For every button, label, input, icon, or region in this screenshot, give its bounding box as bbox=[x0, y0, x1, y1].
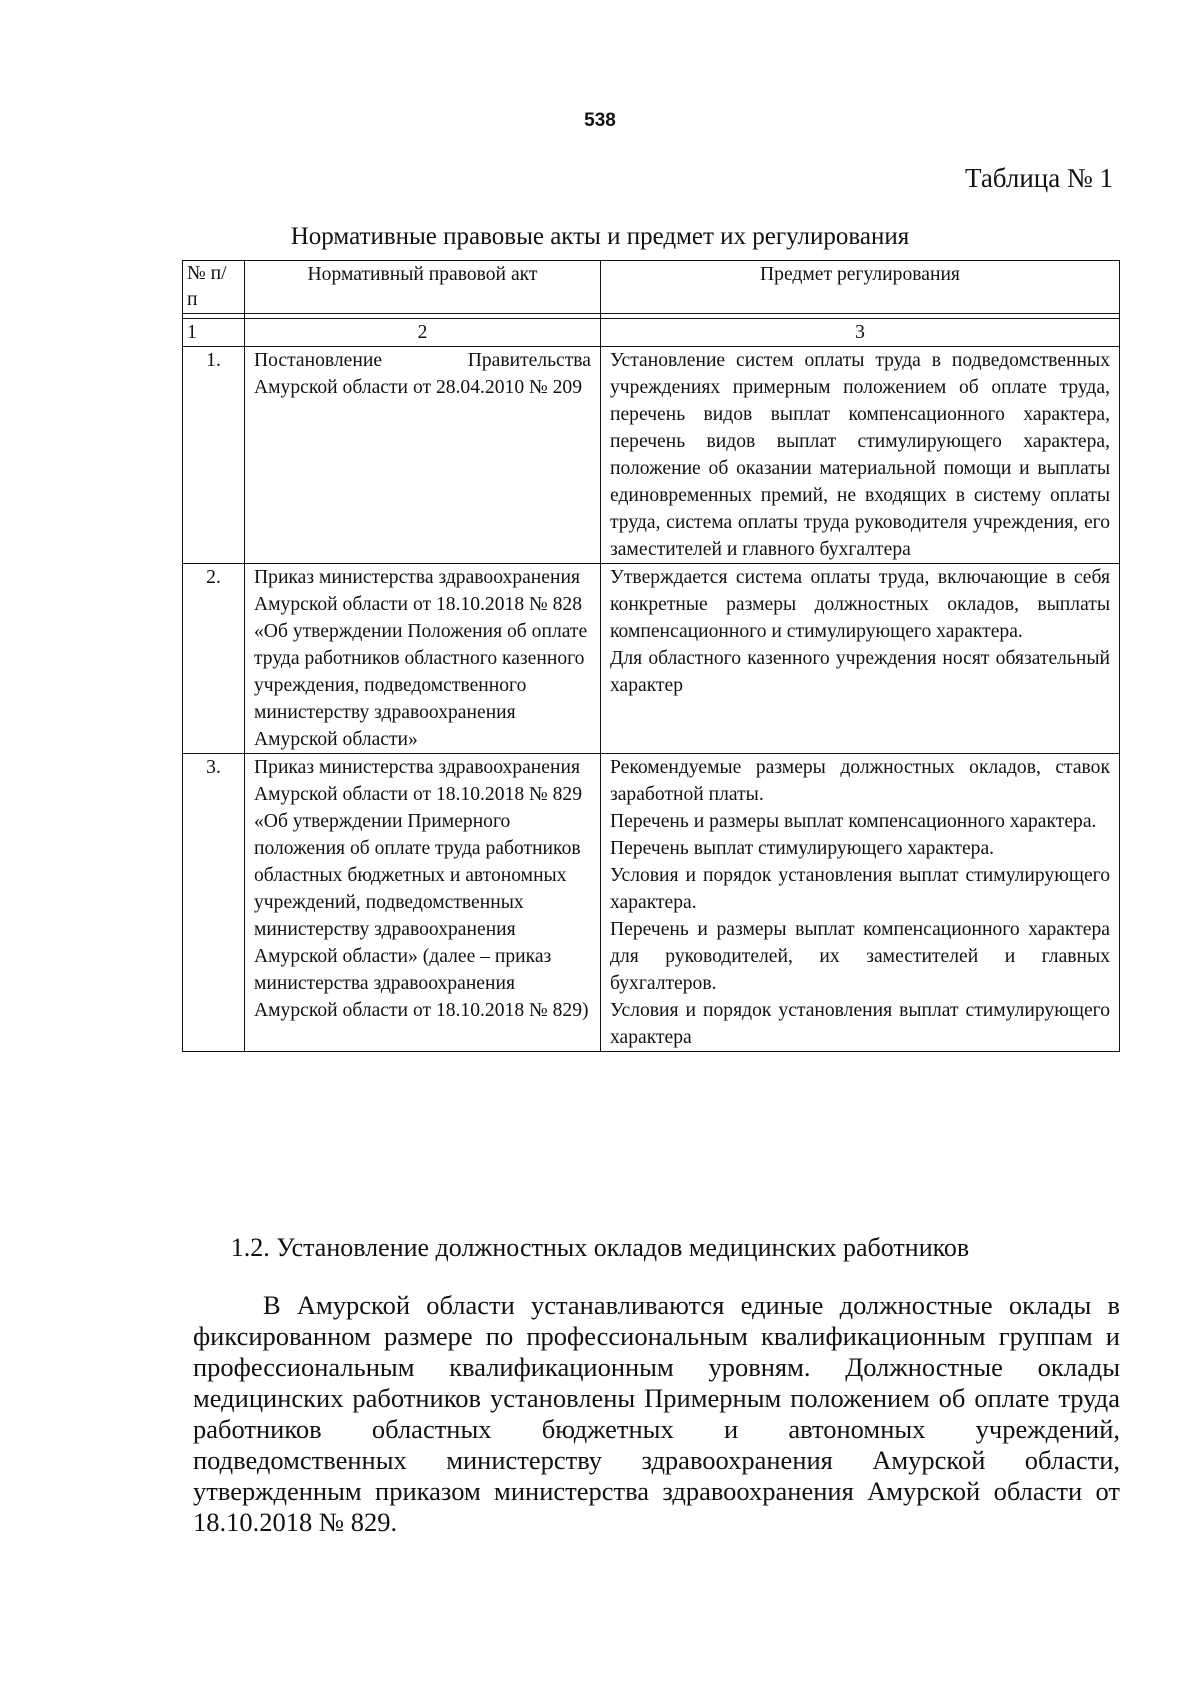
subject-line: Утверждается система оплаты труда, включающие в себя конкретные размеры должностных окладов, выплаты компенсационного и стимулирующего характера. bbox=[610, 567, 1110, 642]
subject-line: Перечень и размеры выплат компенсационного характера для руководителей, их заместителей и главных бухгалтеров. bbox=[610, 919, 1110, 994]
row-subject: Установление систем оплаты труда в подведомственных учреждениях примерным положением об оплате труда, перечень видов выплат компенсационного характера, перечень видов выплат стимулирующего характера, положение об оказании материальной помощи и выплаты единовременных премий, не входящих в систему оплаты труда, система оплаты труда руководителя учреждения, его заместителей и главного бухгалтера bbox=[601, 347, 1120, 564]
column-index: 2 bbox=[245, 319, 601, 347]
subject-line: Условия и порядок установления выплат стимулирующего характера bbox=[610, 1000, 1110, 1048]
row-number: 3. bbox=[183, 754, 245, 1052]
header-number: № п/п bbox=[183, 261, 245, 314]
table-row bbox=[183, 564, 1120, 754]
column-index: 1 bbox=[183, 319, 245, 347]
body-paragraph: В Амурской области устанавливаются единые должностные оклады в фиксированном размере по профессиональным квалификационным группам и профессиональным квалификационным уровням. Должностные оклады медицинских работников установлены Примерным положением об оплате труда работников областных бюджетных и автономных учреждений, подведомственных министерству здравоохранения Амурской области, утвержденным приказом министерства здравоохранения Амурской области от 18.10.2018 № 829. bbox=[193, 1290, 1120, 1537]
table-row bbox=[183, 754, 1120, 1052]
page-number: 538 bbox=[584, 110, 616, 131]
table-label: Таблица № 1 bbox=[965, 163, 1113, 193]
subject-line: Условия и порядок установления выплат стимулирующего характера. bbox=[610, 865, 1110, 913]
row-subject bbox=[601, 754, 1120, 1052]
header-act: Нормативный правовой акт bbox=[245, 261, 601, 314]
row-act: Приказ министерства здравоохранения Амурской области от 18.10.2018 № 829 «Об утверждении Примерного положения об оплате труда работников областных бюджетных и автономных учреждений, подведомственных министерству здравоохранения Амурской области» (далее – приказ министерства здравоохранения Амурской области от 18.10.2018 № 829) bbox=[245, 754, 601, 1052]
subject-line: Перечень выплат стимулирующего характера. bbox=[610, 838, 995, 859]
regulation-table bbox=[182, 260, 1120, 1052]
header-subject: Предмет регулирования bbox=[601, 261, 1120, 314]
subject-line: Для областного казенного учреждения носят обязательный характер bbox=[610, 648, 1110, 696]
table-title: Нормативные правовые акты и предмет их регулирования bbox=[290, 223, 910, 250]
subject-line: Перечень и размеры выплат компенсационного характера. bbox=[610, 811, 1097, 832]
table-row bbox=[183, 347, 1120, 564]
column-index: 3 bbox=[601, 319, 1120, 347]
row-number: 1. bbox=[183, 347, 245, 564]
row-subject bbox=[601, 564, 1120, 754]
row-act: Приказ министерства здравоохранения Амурской области от 18.10.2018 № 828 «Об утверждении Положения об оплате труда работников областного казенного учреждения, подведомственного министерству здравоохранения Амурской области» bbox=[245, 564, 601, 754]
subject-line: Рекомендуемые размеры должностных окладов, ставок заработной платы. bbox=[610, 757, 1110, 805]
row-number: 2. bbox=[183, 564, 245, 754]
column-index-row bbox=[183, 319, 1120, 347]
section-heading: 1.2. Установление должностных окладов медицинских работников bbox=[230, 1233, 970, 1262]
row-act: Постановление Правительства Амурской области от 28.04.2010 № 209 bbox=[245, 347, 601, 564]
table-header-row bbox=[183, 261, 1120, 314]
